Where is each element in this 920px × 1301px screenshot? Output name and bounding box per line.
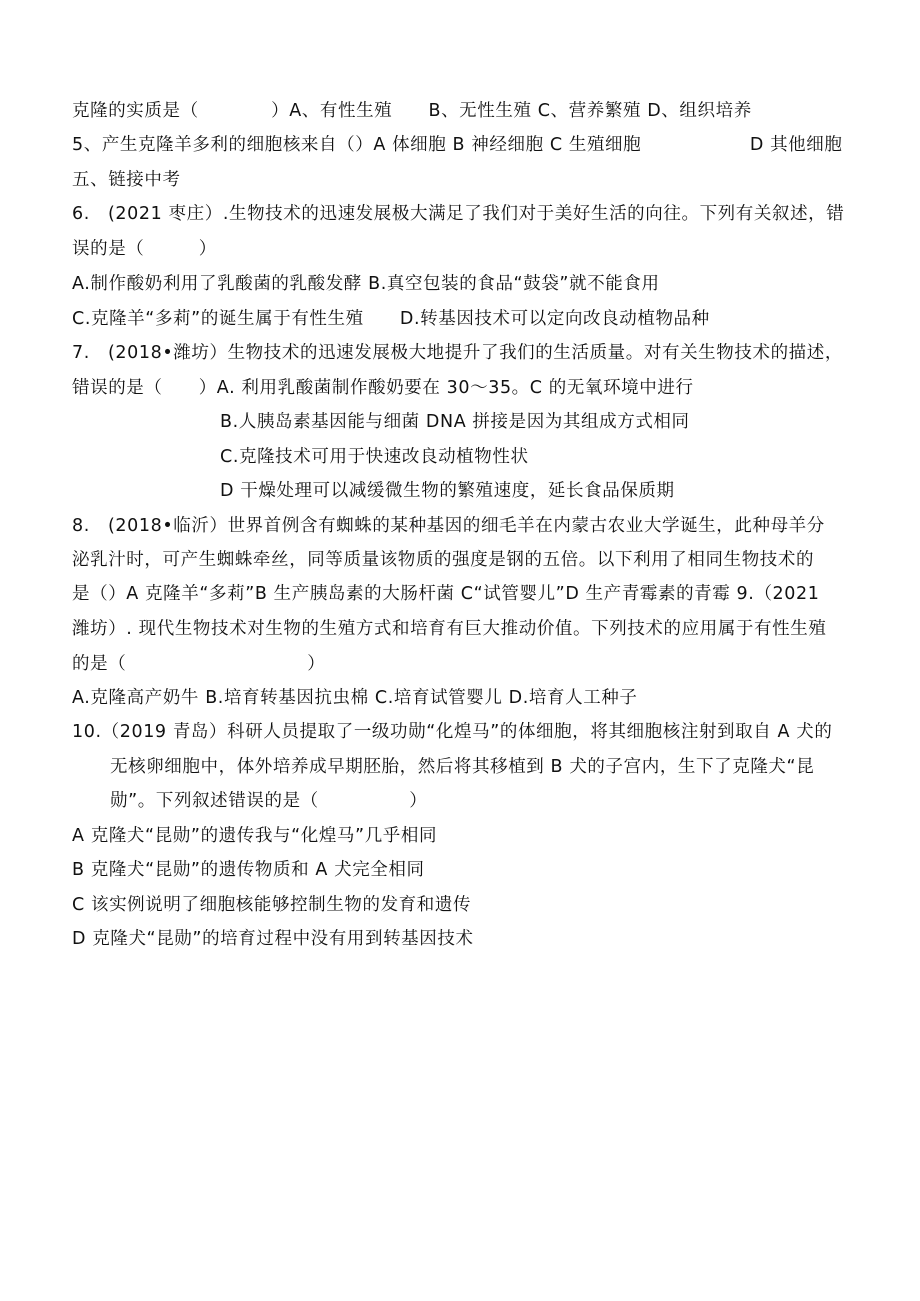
- question-7-option-b: B.人胰岛素基因能与细菌 DNA 拼接是因为其组成方式相同: [220, 412, 690, 432]
- question-6-stem-cont: 误的是（ ）: [72, 239, 217, 259]
- question-7-option-a: 错误的是（ ）A. 利用乳酸菌制作酸奶要在 30～35。C 的无氧环境中进行: [72, 378, 694, 398]
- question-7-stem: 7. (2018•潍坊）生物技术的迅速发展极大地提升了我们的生活质量。对有关生物技术的描述，: [72, 343, 843, 363]
- question-8-stem-cont: 泌乳汁时，可产生蜘蛛牵丝，同等质量该物质的强度是钢的五倍。以下利用了相同生物技术的: [72, 550, 815, 570]
- line-clone-essence-question: 克隆的实质是（ ）A、有性生殖 B、无性生殖 C、营养繁殖 D、组织培养: [72, 101, 752, 121]
- question-10-option-b: B 克隆犬“昆勋”的遗传物质和 A 犬完全相同: [72, 860, 425, 880]
- question-7-option-c: C.克隆技术可用于快速改良动植物性状: [220, 447, 529, 467]
- question-6-options-cd: C.克隆羊“多莉”的诞生属于有性生殖 D.转基因技术可以定向改良动植物品种: [72, 309, 710, 329]
- question-10-option-d: D 克隆犬“昆勋”的培育过程中没有用到转基因技术: [72, 929, 474, 949]
- section-heading: 五、链接中考: [72, 170, 181, 190]
- question-9-stem-cont: 的是（ ）: [72, 654, 326, 674]
- question-10-stem: 10.（2019 青岛）科研人员提取了一级功勋“化煌马”的体细胞，将其细胞核注射到取自 A 犬的: [72, 722, 833, 742]
- question-6-stem: 6. (2021 枣庄）.生物技术的迅速发展极大满足了我们对于美好生活的向往。下列有关叙述，错: [72, 204, 845, 224]
- question-10-stem-cont: 无核卵细胞中，体外培养成早期胚胎，然后将其移植到 B 犬的子宫内，生下了克隆犬“昆: [110, 757, 815, 777]
- question-10-stem-end: 勋”。下列叙述错误的是（ ）: [110, 791, 428, 811]
- question-10-option-c: C 该实例说明了细胞核能够控制生物的发育和遗传: [72, 895, 472, 915]
- question-7-option-d: D 干燥处理可以减缓微生物的繁殖速度，延长食品保质期: [220, 481, 675, 501]
- question-6-options-ab: A.制作酸奶利用了乳酸菌的乳酸发酵 B.真空包装的食品“鼓袋”就不能食用: [72, 274, 660, 294]
- question-8-options: 是（）A 克隆羊“多莉”B 生产胰岛素的大肠杆菌 C“试管婴儿”D 生产青霉素的青霉 9.（2021: [72, 584, 820, 604]
- question-9-options: A.克隆高产奶牛 B.培育转基因抗虫棉 C.培育试管婴儿 D.培育人工种子: [72, 688, 638, 708]
- question-5: 5、产生克隆羊多利的细胞核来自（）A 体细胞 B 神经细胞 C 生殖细胞 D 其他细胞: [72, 135, 843, 155]
- question-8-stem: 8. (2018•临沂）世界首例含有蜘蛛的某种基因的细毛羊在内蒙古农业大学诞生，此种母羊分: [72, 516, 825, 536]
- question-10-option-a: A 克隆犬“昆勋”的遗传我与“化煌马”几乎相同: [72, 826, 438, 846]
- question-9-stem: 潍坊）. 现代生物技术对生物的生殖方式和培育有巨大推动价值。下列技术的应用属于有性生殖: [72, 619, 827, 639]
